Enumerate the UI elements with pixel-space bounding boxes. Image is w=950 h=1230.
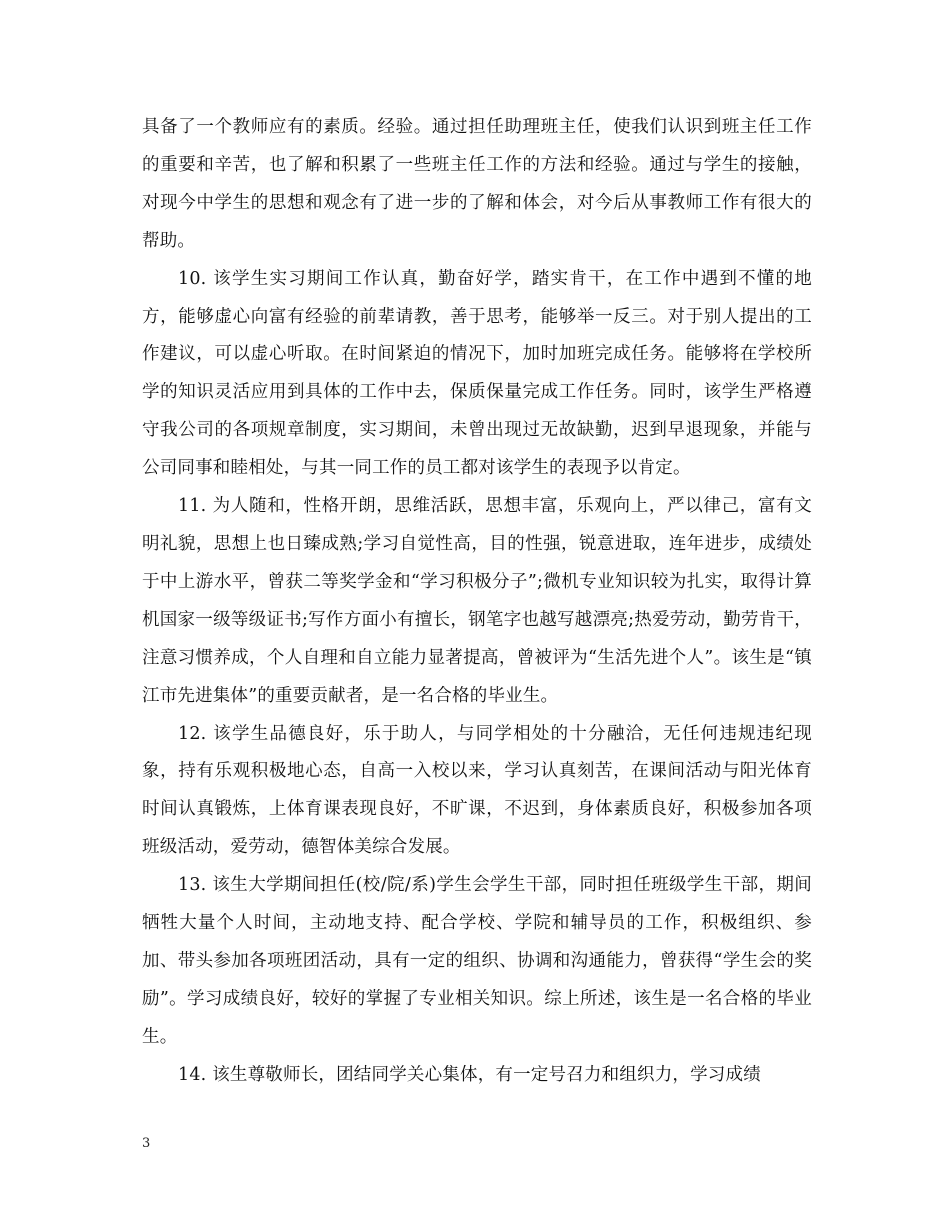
document-body xyxy=(142,109,812,1095)
paragraph-continuation: 具备了一个教师应有的素质。经验。通过担任助理班主任，使我们认识到班主任工作的重要和辛苦，也了解和积累了一些班主任工作的方法和经验。通过与学生的接触，对现今中学生的思想和观念有了进一步的了解和体会，对今后从事教师工作有很大的帮助。 xyxy=(142,117,812,251)
paragraph-item-11: 11. 为人随和，性格开朗，思维活跃，思想丰富，乐观向上，严以律己，富有文明礼貌，思想上也日臻成熟;学习自觉性高，目的性强，锐意进取，连年进步，成绩处于中上游水平，曾获二等奖学金和“学习积极分子”;微机专业知识较为扎实，取得计算机国家一级等级证书;写作方面小有擅长，钢笔字也越写越漂亮;热爱劳动，勤劳肯干，注意习惯养成，个人自理和自立能力显著提高，曾被评为“生活先进个人”。该生是“镇江市先进集体”的重要贡献者，是一名合格的毕业生。 xyxy=(142,496,812,706)
paragraph-item-13: 13. 该生大学期间担任(校/院/系)学生会学生干部，同时担任班级学生干部，期间牺牲大量个人时间，主动地支持、配合学校、学院和辅导员的工作，积极组织、参加、带头参加各项班团活动，具有一定的组织、协调和沟通能力，曾获得“学生会的奖励”。学习成绩良好，较好的掌握了专业相关知识。综上所述，该生是一名合格的毕业生。 xyxy=(142,875,812,1047)
page-number: 3 xyxy=(142,1136,151,1151)
paragraph-item-12: 12. 该学生品德良好，乐于助人，与同学相处的十分融洽，无任何违规违纪现象，持有乐观积极地心态，自高一入校以来，学习认真刻苦，在课间活动与阳光体育时间认真锻炼，上体育课表现良好，不旷课，不迟到，身体素质良好，积极参加各项班级活动，爱劳动，德智体美综合发展。 xyxy=(142,723,812,858)
paragraph-item-10: 10. 该学生实习期间工作认真，勤奋好学，踏实肯干，在工作中遇到不懂的地方，能够虚心向富有经验的前辈请教，善于思考，能够举一反三。对于别人提出的工作建议，可以虚心听取。在时间紧迫的情况下，加时加班完成任务。能够将在学校所学的知识灵活应用到具体的工作中去，保质保量完成工作任务。同时，该学生严格遵守我公司的各项规章制度，实习期间，未曾出现过无故缺勤，迟到早退现象，并能与公司同事和睦相处，与其一同工作的员工都对该学生的表现予以肯定。 xyxy=(142,268,812,479)
paragraph-item-14: 14. 该生尊敬师长，团结同学关心集体，有一定号召力和组织力，学习成绩 xyxy=(178,1064,761,1085)
